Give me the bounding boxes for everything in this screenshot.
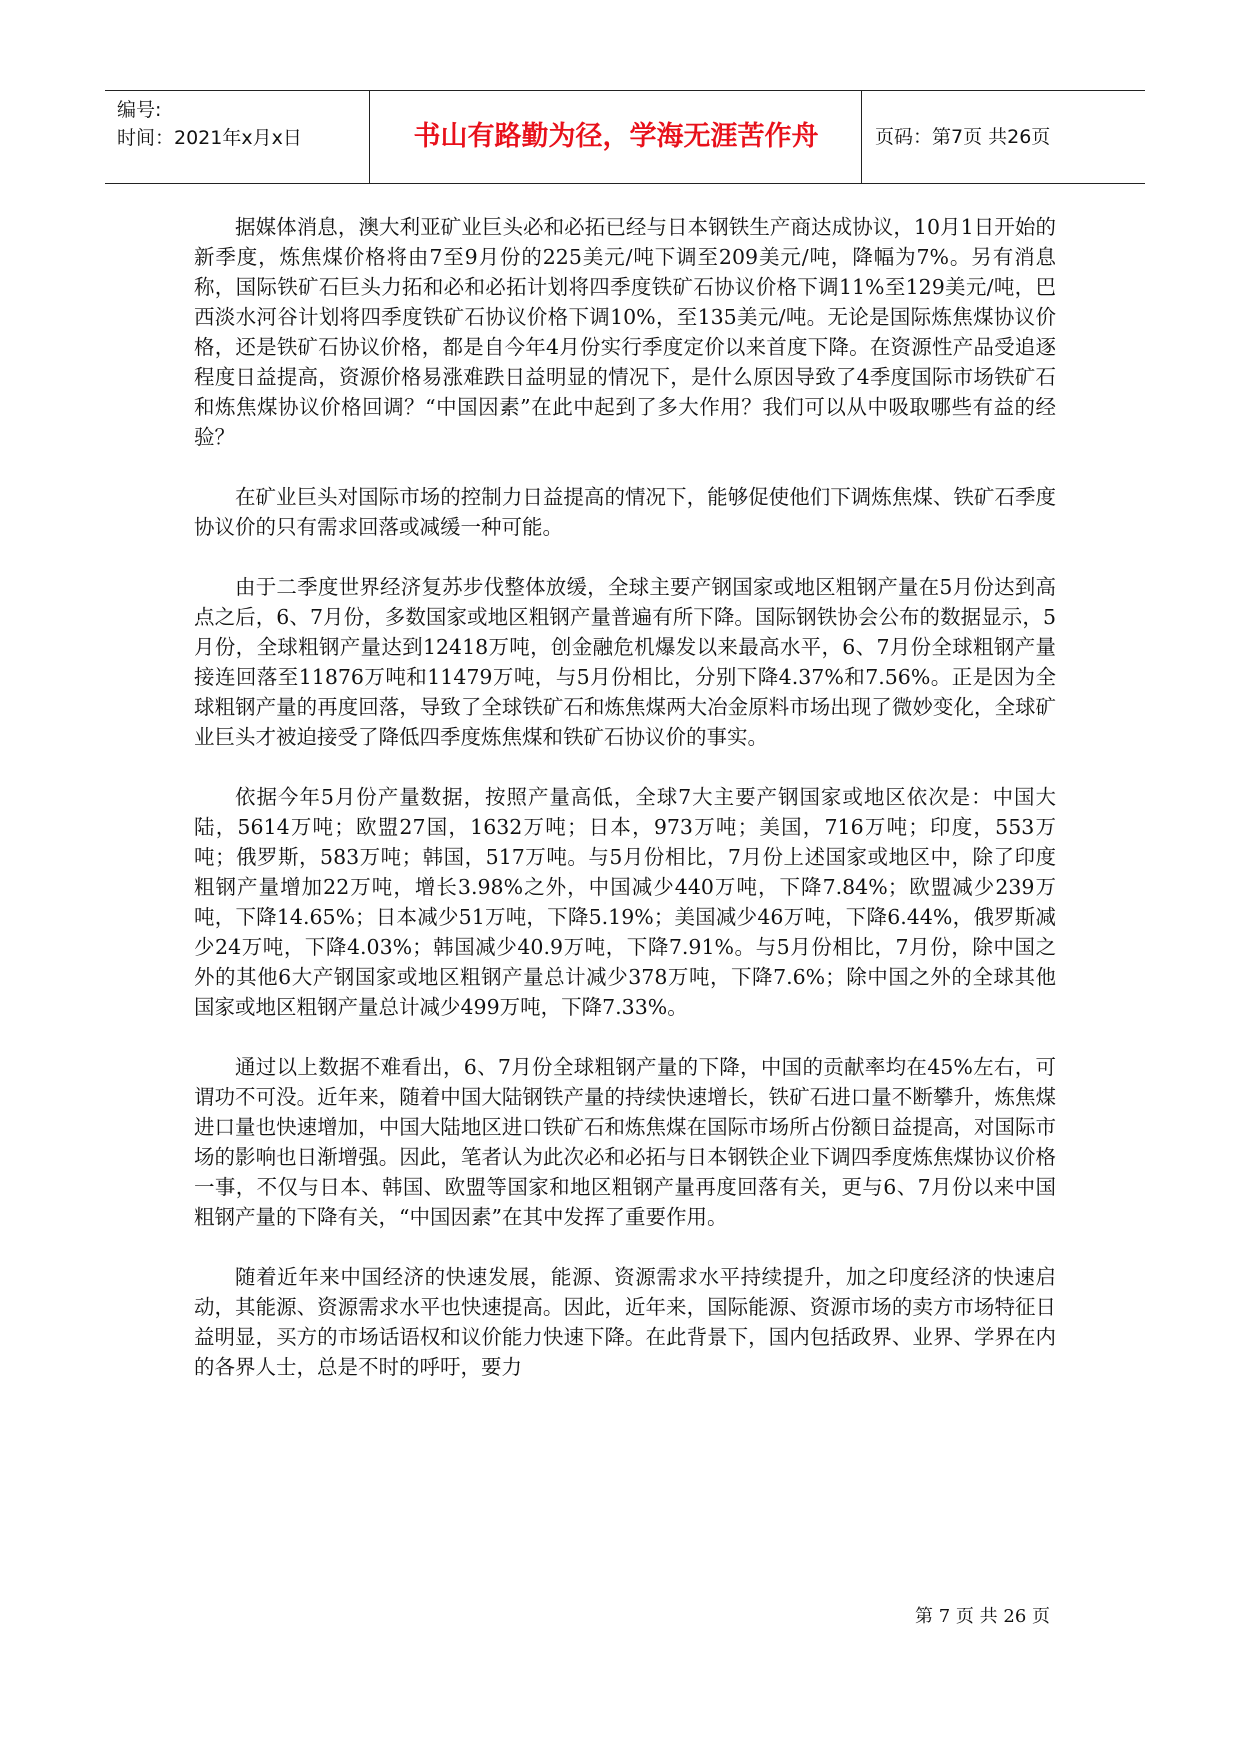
header-motto: 书山有路勤为径，学海无涯苦作舟 (413, 121, 819, 152)
paragraph-1: 据媒体消息，澳大利亚矿业巨头必和必拓已经与日本钢铁生产商达成协议，10月1日开始的新季度，炼焦煤价格将由7至9月份的225美元/吨下调至209美元/吨，降幅为7%。另有消息称，国际铁矿石巨头力拓和必和必拓计划将四季度铁矿石协议价格下调11%至129美元/吨，巴西淡水河谷计划将四季度铁矿石协议价格下调10%，至135美元/吨。无论是国际炼焦煤协议价格，还是铁矿石协议价格，都是自今年4月份实行季度定价以来首度下降。在资源性产品受追逐程度日益提高，资源价格易涨难跌日益明显的情况下，是什么原因导致了4季度国际市场铁矿石和炼焦煤协议价格回调？“中国因素”在此中起到了多大作用？我们可以从中吸取哪些有益的经验？ (194, 215, 1056, 449)
paragraph-3: 由于二季度世界经济复苏步伐整体放缓，全球主要产钢国家或地区粗钢产量在5月份达到高点之后，6、7月份，多数国家或地区粗钢产量普遍有所下降。国际钢铁协会公布的数据显示，5月份，全球粗钢产量达到12418万吨，创金融危机爆发以来最高水平，6、7月份全球粗钢产量接连回落至11876万吨和11479万吨，与5月份相比，分别下降4.37%和7.56%。正是因为全球粗钢产量的再度回落，导致了全球铁矿石和炼焦煤两大冶金原料市场出现了微妙变化，全球矿业巨头才被迫接受了降低四季度炼焦煤和铁矿石协议价的事实。 (194, 575, 1056, 749)
serial-label: 编号: (117, 99, 162, 121)
paragraph-6: 随着近年来中国经济的快速发展，能源、资源需求水平持续提升，加之印度经济的快速启动，其能源、资源需求水平也快速提高。因此，近年来，国际能源、资源市场的卖方市场特征日益明显，买方的市场话语权和议价能力快速下降。在此背景下，国内包括政界、业界、学界在内的各界人士，总是不时的呼吁，要力 (194, 1265, 1056, 1379)
header-divider-left (369, 91, 370, 183)
header-meta (117, 91, 367, 183)
paragraph-4: 依据今年5月份产量数据，按照产量高低，全球7大主要产钢国家或地区依次是：中国大陆，5614万吨；欧盟27国，1632万吨；日本，973万吨；美国，716万吨；印度，553万吨；俄罗斯，583万吨；韩国，517万吨。与5月份相比，7月份上述国家或地区中，除了印度粗钢产量增加22万吨，增长3.98%之外，中国减少440万吨，下降7.84%；欧盟减少239万吨，下降14.65%；日本减少51万吨，下降5.19%；美国减少46万吨，下降6.44%，俄罗斯减少24万吨，下降4.03%；韩国减少40.9万吨，下降7.91%。与5月份相比，7月份，除中国之外的其他6大产钢国家或地区粗钢产量总计减少378万吨，下降7.6%；除中国之外的全球其他国家或地区粗钢产量总计减少499万吨，下降7.33%。 (194, 785, 1056, 1019)
header-divider-right (861, 91, 862, 183)
page-footer: 第 7 页 共 26 页 (915, 1606, 1050, 1627)
paragraph-5: 通过以上数据不难看出，6、7月份全球粗钢产量的下降，中国的贡献率均在45%左右，可谓功不可没。近年来，随着中国大陆钢铁产量的持续快速增长，铁矿石进口量不断攀升，炼焦煤进口量也快速增加，中国大陆地区进口铁矿石和炼焦煤在国际市场所占份额日益提高，对国际市场的影响也日渐增强。因此，笔者认为此次必和必拓与日本钢铁企业下调四季度炼焦煤协议价格一事，不仅与日本、韩国、欧盟等国家和地区粗钢产量再度回落有关，更与6、7月份以来中国粗钢产量的下降有关，“中国因素”在其中发挥了重要作用。 (194, 1055, 1056, 1229)
page-header (105, 90, 1145, 184)
document-body (194, 212, 1056, 1412)
time-label: 时间：2021年x月x日 (117, 127, 302, 149)
header-page-info: 页码：第7页 共26页 (875, 126, 1051, 148)
paragraph-2: 在矿业巨头对国际市场的控制力日益提高的情况下，能够促使他们下调炼焦煤、铁矿石季度协议价的只有需求回落或减缓一种可能。 (194, 485, 1056, 539)
